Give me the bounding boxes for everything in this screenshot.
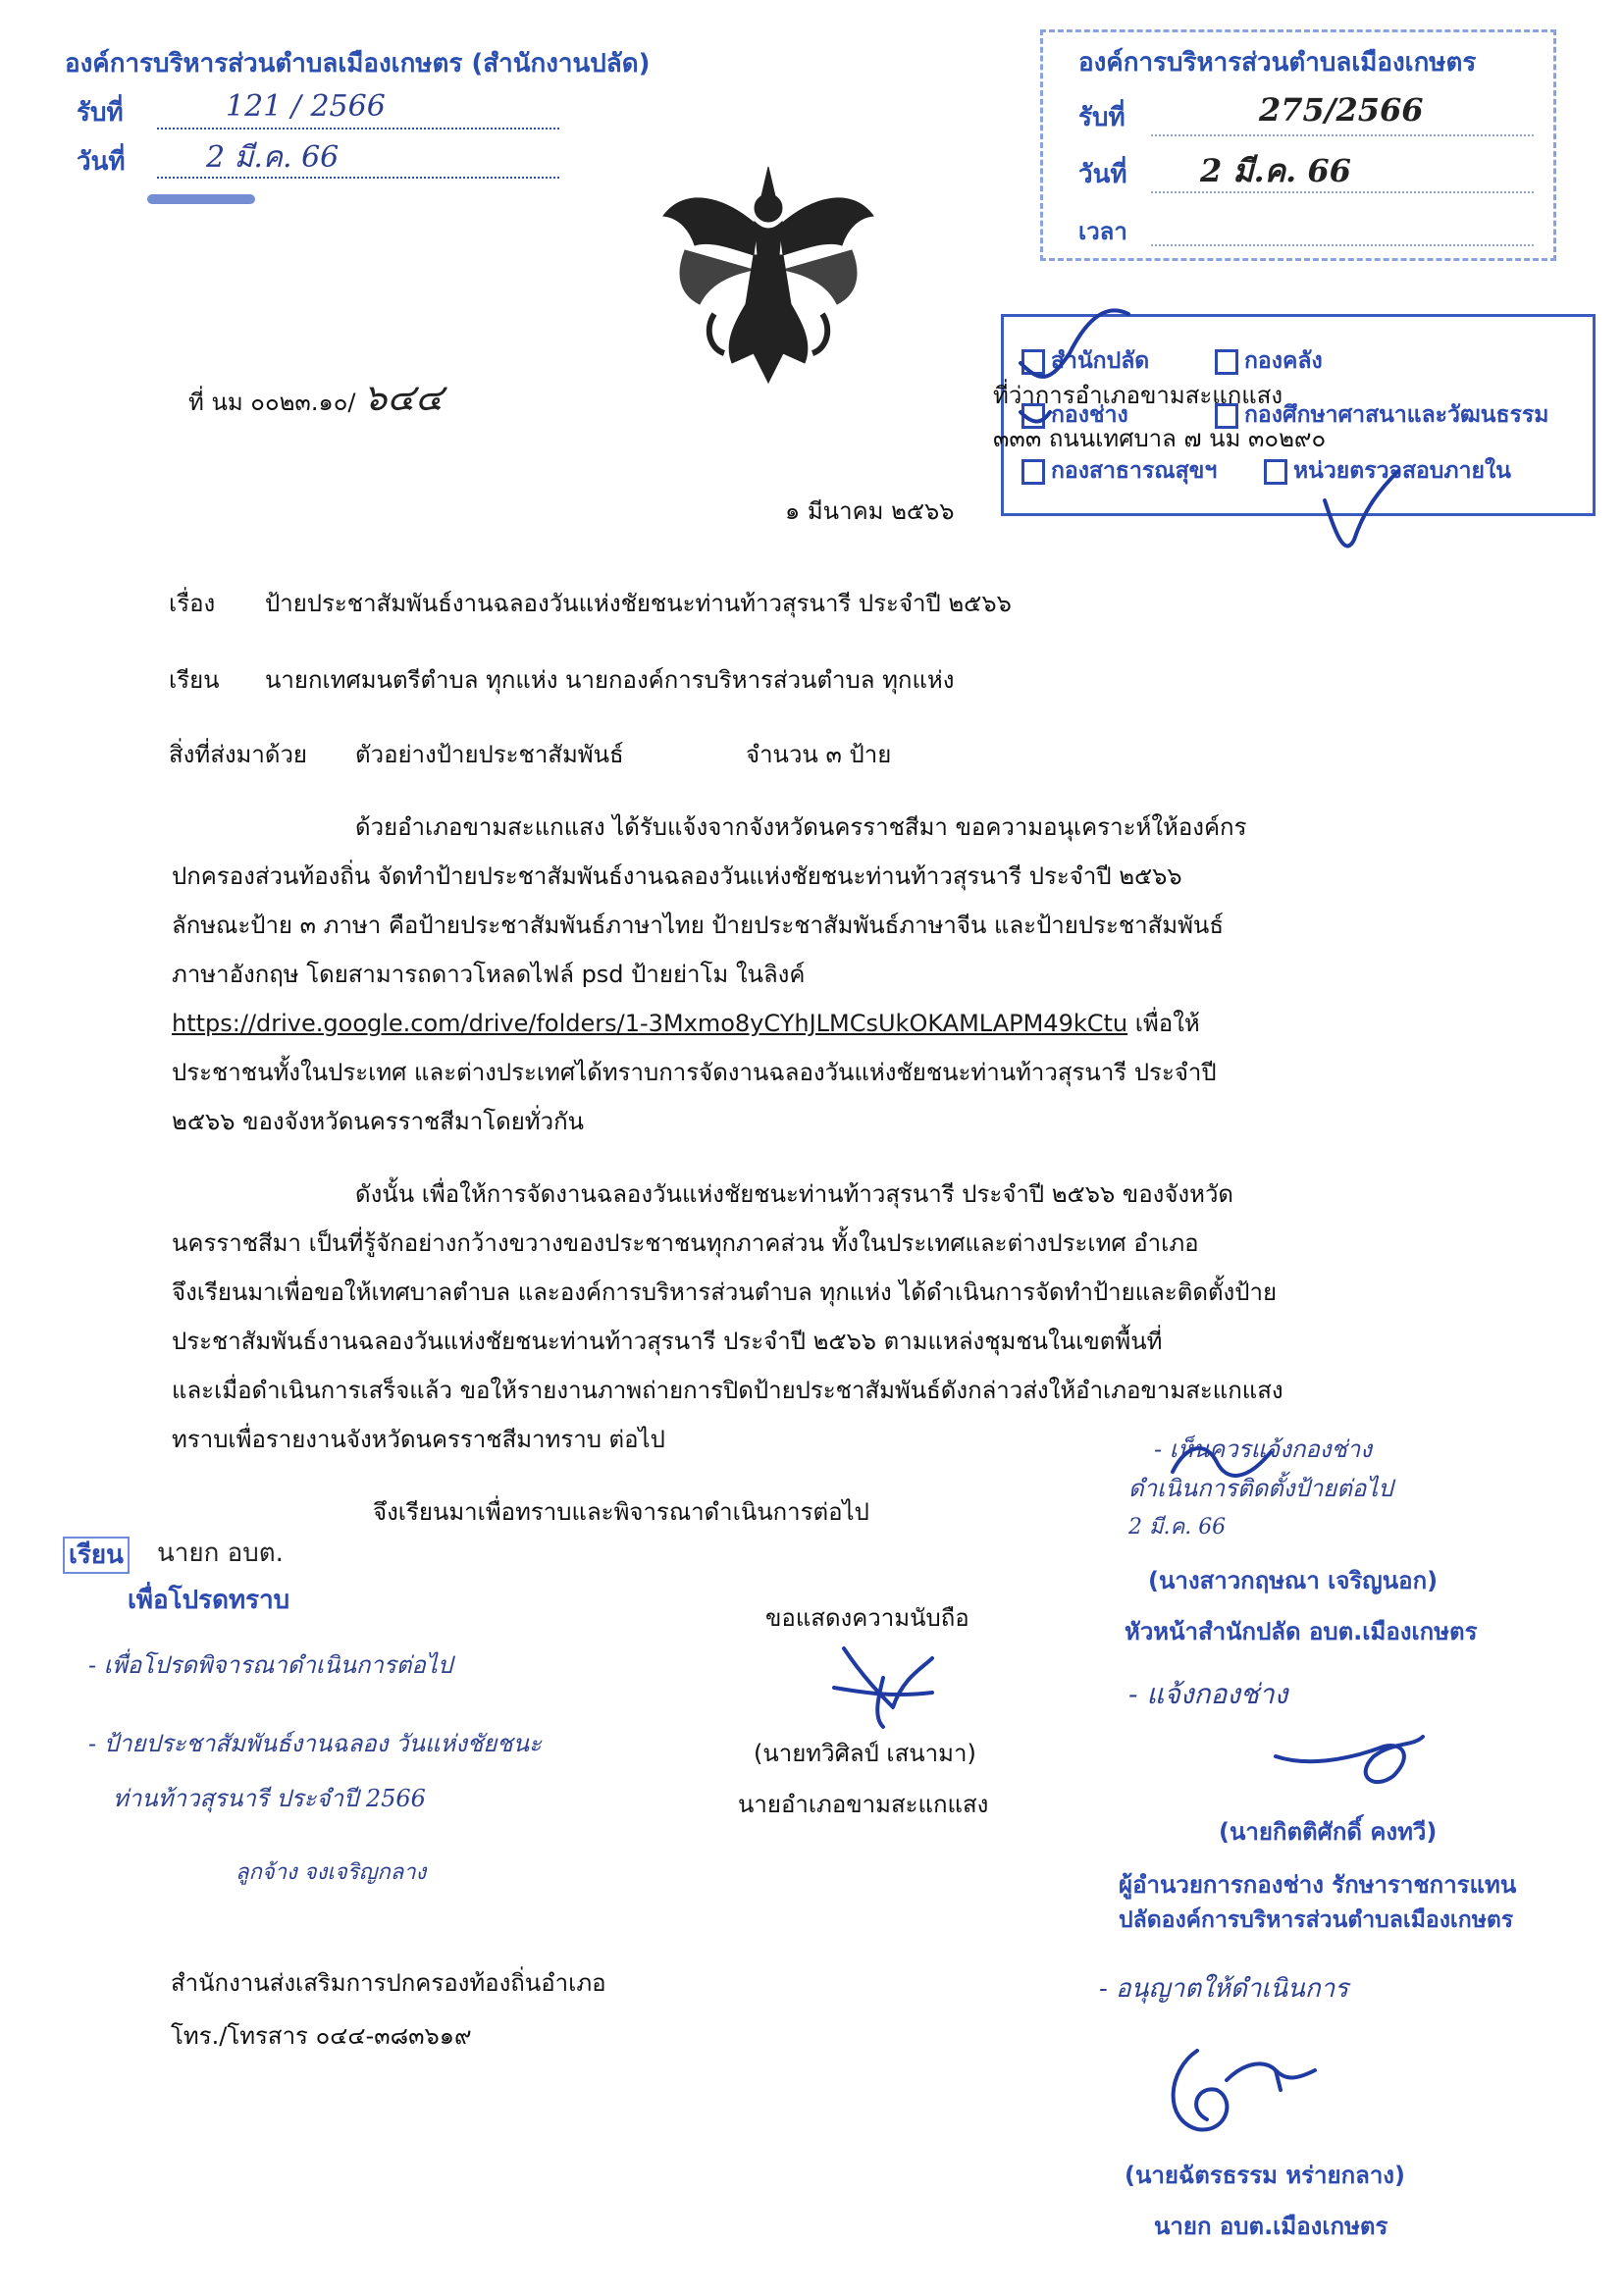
left-note-2: - ป้ายประชาสัมพันธ์งานฉลอง วันแห่งชัยชนะ bbox=[88, 1730, 542, 1757]
stamp-left-date: 2 มี.ค. 66 bbox=[206, 140, 340, 175]
route-education[interactable]: กองศึกษาศาสนาและวัฒนธรรม bbox=[1215, 398, 1583, 432]
right-note-4: - แจ้งกองช่าง bbox=[1128, 1678, 1288, 1710]
stamp-left-recv-label: รับที่ bbox=[77, 98, 124, 128]
stamp-left-date-label: วันที่ bbox=[77, 147, 126, 177]
stamp-left-time-smudge bbox=[147, 194, 255, 204]
para1-line: ประชาชนทั้งในประเทศ และต่างประเทศได้ทราบการจัดงานฉลองวันแห่งชัยชนะท่านท้าวสุรนารี ประจำปี bbox=[172, 1059, 1217, 1086]
para2-line: ประชาสัมพันธ์งานฉลองวันแห่งชัยชนะท่านท้าวสุรนารี ประจำปี ๒๕๖๖ ตามแหล่งชุมชนในเขตพื้นที่ bbox=[172, 1328, 1163, 1355]
garuda-emblem bbox=[655, 157, 881, 392]
para1-line: ภาษาอังกฤษ โดยสามารถดาวโหลดไฟล์ psd ป้ายย่าโม ในลิงค์ bbox=[172, 961, 806, 988]
officer2-signature bbox=[1266, 1717, 1433, 1805]
enclosure-text: ตัวอย่างป้ายประชาสัมพันธ์ bbox=[355, 741, 624, 768]
para2-line: ดังนั้น เพื่อให้การจัดงานฉลองวันแห่งชัยชนะท่านท้าวสุรนารี ประจำปี ๒๕๖๖ ของจังหวัด bbox=[355, 1180, 1234, 1208]
regards: ขอแสดงความนับถือ bbox=[765, 1604, 969, 1632]
stamp-right-date-line bbox=[1151, 191, 1534, 193]
left-stamp-for-info: เพื่อโปรดทราบ bbox=[128, 1586, 290, 1615]
to-text: นายกเทศมนตรีตำบล ทุกแห่ง นายกองค์การบริหารส่วนตำบล ทุกแห่ง bbox=[265, 666, 955, 694]
route-office-of-clerk[interactable]: สำนักปลัด bbox=[1021, 344, 1149, 378]
subject-text: ป้ายประชาสัมพันธ์งานฉลองวันแห่งชัยชนะท่านท้าวสุรนารี ประจำปี ๒๕๖๖ bbox=[265, 590, 1012, 617]
stamp-right-date-label: วันที่ bbox=[1078, 160, 1127, 189]
para2-line: และเมื่อดำเนินการเสร็จแล้ว ขอให้รายงานภาพถ่ายการปิดป้ายประชาสัมพันธ์ดังกล่าวส่งให้อำเภอขามสะแกแสง bbox=[172, 1377, 1283, 1404]
para2-line: จึงเรียนมาเพื่อขอให้เทศบาลตำบล และองค์การบริหารส่วนตำบล ทุกแห่ง ได้ดำเนินการจัดทำป้ายและติดตั้งป้าย bbox=[172, 1278, 1278, 1306]
stamp-left-recv-line bbox=[157, 128, 559, 130]
letter-date: ๑ มีนาคม ๒๕๖๖ bbox=[785, 497, 955, 525]
para1-line: ๒๕๖๖ ของจังหวัดนครราชสีมาโดยทั่วกัน bbox=[172, 1108, 585, 1135]
officer1-title: หัวหน้าสำนักปลัด อบต.เมืองเกษตร bbox=[1125, 1618, 1478, 1645]
route-engineering[interactable]: กองช่าง bbox=[1021, 398, 1128, 432]
reference-number-handwritten: ๖๔๔ bbox=[363, 376, 444, 419]
stamp-right-recv-line bbox=[1151, 134, 1534, 136]
officer2-title-line2: ปลัดองค์การบริหารส่วนตำบลเมืองเกษตร bbox=[1119, 1907, 1514, 1933]
officer1-name: (นางสาวกฤษณา เจริญนอก) bbox=[1148, 1567, 1439, 1594]
route-internal-audit[interactable]: หน่วยตรวจสอบภายใน bbox=[1264, 454, 1583, 488]
officer3-name: (นายฉัตรธรรม หร่ายกลาง) bbox=[1125, 2162, 1405, 2189]
officer3-signature bbox=[1158, 2021, 1335, 2149]
para1-line: ด้วยอำเภอขามสะแกแสง ได้รับแจ้งจากจังหวัดนครราชสีมา ขอความอนุเคราะห์ให้องค์กร bbox=[355, 813, 1247, 841]
para1-line: ลักษณะป้าย ๓ ภาษา คือป้ายประชาสัมพันธ์ภาษาไทย ป้ายประชาสัมพันธ์ภาษาจีน และป้ายประชาสัมพันธ์ bbox=[172, 912, 1224, 939]
stamp-right-recv-label: รับที่ bbox=[1078, 103, 1126, 132]
officer2-name: (นายกิตติศักดิ์ คงทวี) bbox=[1219, 1818, 1438, 1846]
left-stamp-to: เรียน bbox=[63, 1537, 130, 1574]
route-public-health[interactable]: กองสาธารณสุขฯ bbox=[1021, 454, 1217, 488]
right-annotation bbox=[1099, 1413, 1609, 2286]
office-name: ที่ว่าการอำเภอขามสะแกแสง bbox=[993, 382, 1283, 409]
district-chief-name: (นายทวิศิลป์ เสนามา) bbox=[754, 1740, 976, 1767]
para2-line: นครราชสีมา เป็นที่รู้จักอย่างกว้างขวางของประชาชนทุกภาคส่วน ทั้งในประเทศและต่างประเทศ อำเภอ bbox=[172, 1229, 1199, 1257]
left-note-3: ท่านท้าวสุรนารี ประจำปี 2566 bbox=[113, 1785, 426, 1812]
district-chief-signature bbox=[824, 1639, 942, 1737]
stamp-left-org: องค์การบริหารส่วนตำบลเมืองเกษตร (สำนักงานปลัด) bbox=[65, 49, 651, 78]
enclosure-quantity: จำนวน ๓ ป้าย bbox=[746, 741, 892, 768]
left-note-4: ลูกจ้าง จงเจริญกลาง bbox=[236, 1860, 427, 1885]
to-label: เรียน bbox=[169, 666, 220, 694]
right-note-1: - เห็นควรแจ้งกองช่าง bbox=[1154, 1435, 1372, 1463]
right-note-3: 2 มี.ค. 66 bbox=[1128, 1515, 1227, 1539]
stamp-left-recv-no: 121 / 2566 bbox=[226, 89, 386, 124]
para1-line: ปกครองส่วนท้องถิ่น จัดทำป้ายประชาสัมพันธ์งานฉลองวันแห่งชัยชนะท่านท้าวสุรนารี ประจำปี ๒๕๖๖ bbox=[172, 862, 1182, 890]
left-note-1: - เพื่อโปรดพิจารณาดำเนินการต่อไป bbox=[88, 1651, 453, 1679]
office-address: ๓๓๓ ถนนเทศบาล ๗ นม ๓๐๒๙๐ bbox=[993, 425, 1327, 452]
left-annotation-scribble bbox=[1168, 1433, 1276, 1491]
route-finance[interactable]: กองคลัง bbox=[1215, 344, 1323, 378]
stamp-left-date-line bbox=[157, 177, 559, 179]
stamp-right-time-label: เวลา bbox=[1078, 218, 1127, 245]
closing-line: จึงเรียนมาเพื่อทราบและพิจารณาดำเนินการต่อไป bbox=[373, 1498, 869, 1526]
right-note-2: ดำเนินการติดตั้งป้ายต่อไป bbox=[1128, 1475, 1393, 1502]
para1-link-line: https://drive.google.com/drive/folders/1-3Mxmo8yCYhJLMCsUkOKAMLAPM49kCtu เพื่อให้ bbox=[172, 1010, 1200, 1037]
stamp-right-org: องค์การบริหารส่วนตำบลเมืองเกษตร bbox=[1078, 48, 1477, 78]
footer-office: สำนักงานส่งเสริมการปกครองท้องถิ่นอำเภอ bbox=[171, 1969, 606, 1997]
stamp-right-time-line bbox=[1151, 244, 1534, 246]
stamp-right-date: 2 มี.ค. 66 bbox=[1200, 152, 1351, 189]
received-stamp-right bbox=[1040, 29, 1556, 261]
received-stamp-left bbox=[59, 39, 687, 216]
footer-phone: โทร./โทรสาร ๐๔๔-๓๘๓๖๑๙ bbox=[171, 2022, 472, 2050]
drive-link[interactable]: https://drive.google.com/drive/folders/1-3Mxmo8yCYhJLMCsUkOKAMLAPM49kCtu bbox=[172, 1010, 1128, 1037]
officer2-title-line1: ผู้อำนวยการกองช่าง รักษาราชการแทน bbox=[1119, 1871, 1517, 1899]
officer3-title: นายก อบต.เมืองเกษตร bbox=[1154, 2213, 1388, 2240]
left-annotation bbox=[59, 1531, 667, 1904]
subject-label: เรื่อง bbox=[169, 590, 216, 617]
district-chief-title: นายอำเภอขามสะแกแสง bbox=[738, 1791, 989, 1818]
enclosure-label: สิ่งที่ส่งมาด้วย bbox=[169, 741, 307, 768]
para2-line: ทราบเพื่อรายงานจังหวัดนครราชสีมาทราบ ต่อไป bbox=[172, 1426, 665, 1453]
right-note-5: - อนุญาตให้ดำเนินการ bbox=[1099, 1974, 1349, 2004]
stamp-right-recv-no: 275/2566 bbox=[1259, 91, 1424, 129]
left-stamp-to-rest: นายก อบต. bbox=[157, 1539, 284, 1568]
reference-number: ที่ นม ๐๐๒๓.๑๐/ ๖๔๔ bbox=[188, 376, 444, 419]
